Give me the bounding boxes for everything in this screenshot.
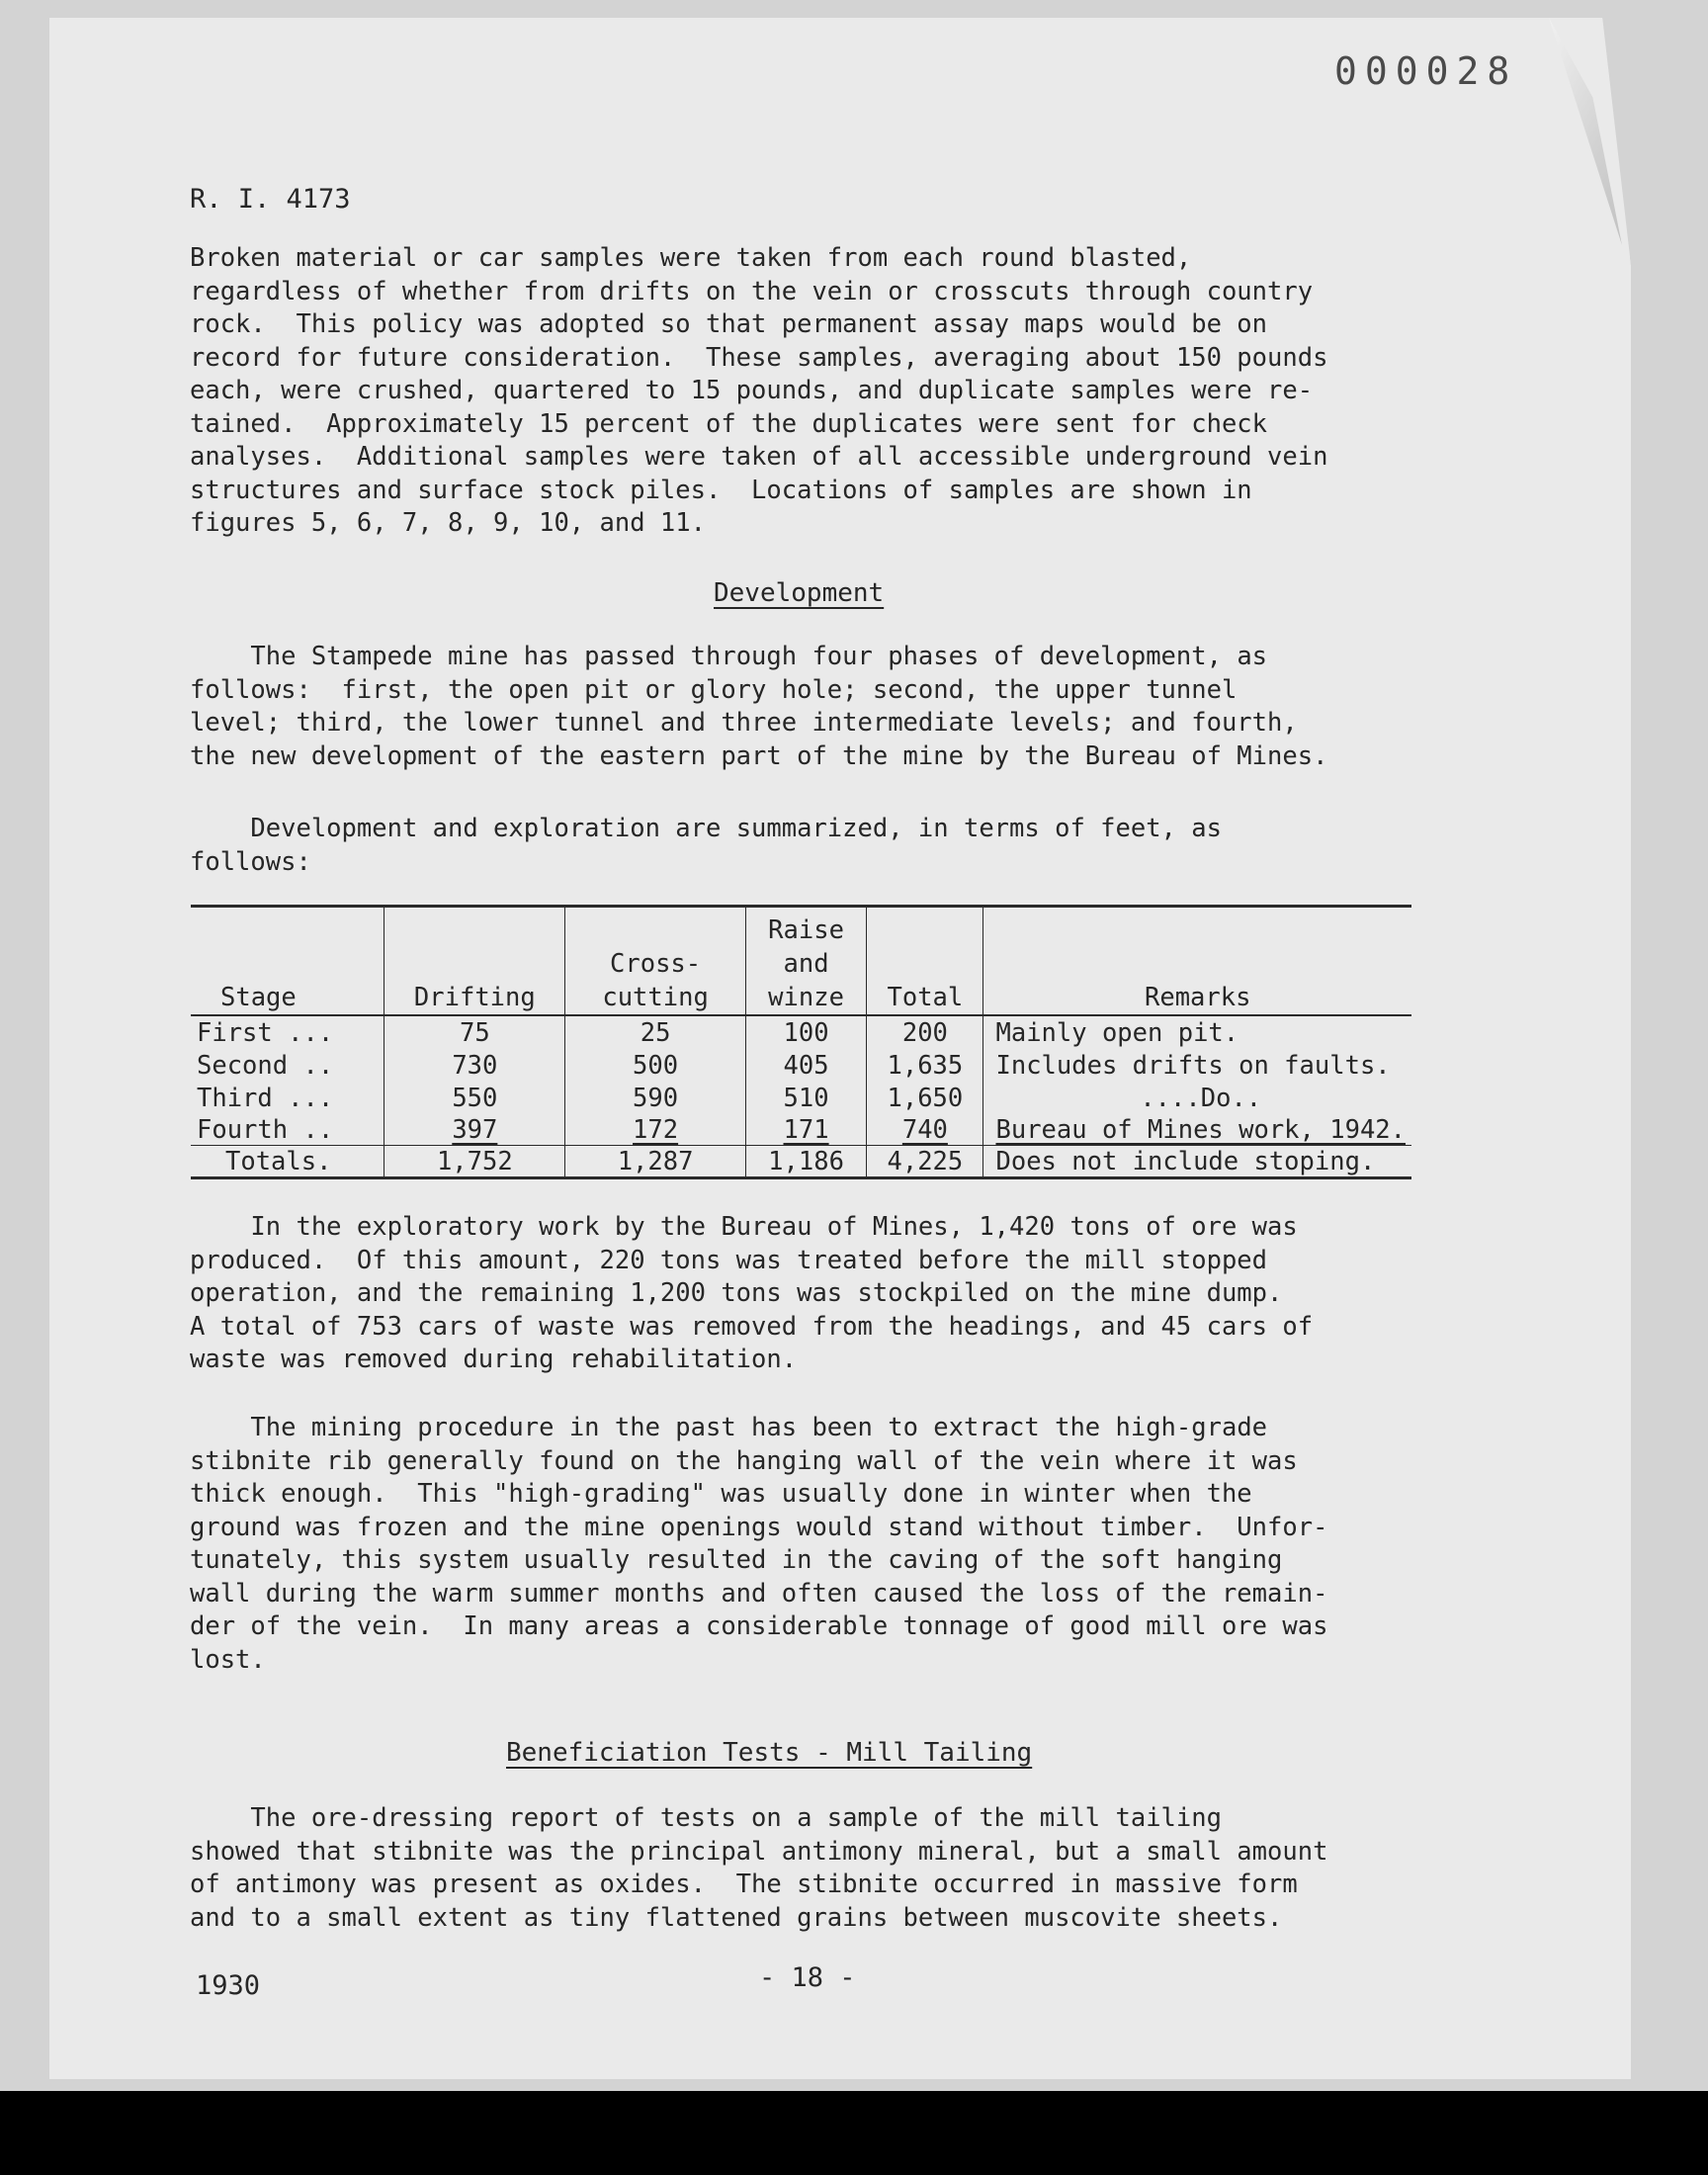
cell-drifting: 550 [384, 1081, 565, 1113]
development-heading: Development [714, 578, 885, 608]
cell-remarks: Mainly open pit. [983, 1015, 1411, 1048]
intro-paragraph: Broken material or car samples were taken from each round blasted, regardless of whether from drifts on the vein or crosscuts through country rock. This policy was adopted so that permanent assay maps would be on record for future consideration. These samples, averaging about 150 pounds each, were crushed, quartered to 15 pounds, and duplicate samples were re- tained. Approximately 15 percent of the duplicates were sent for check analyses. Additional samples were taken of all accessible underground vein structures and surface stock piles. Locations of samples are shown in figures 5, 6, 7, 8, 9, 10, and 11. [190, 243, 1328, 538]
header-total: Total [867, 907, 983, 1015]
table-row [191, 1015, 1411, 1048]
page-number: - 18 - [759, 1962, 856, 1993]
exploration-paragraph: In the exploratory work by the Bureau of Mines, 1,420 tons of ore was produced. Of this amount, 220 tons was treated before the mill stopped operation, and the remaining 1,200 tons was stockpiled on the mine dump. A total of 753 cars of waste was removed from the headings, and 45 cars of waste was removed during rehabilitation. [190, 1212, 1314, 1374]
cell-total: 1,650 [867, 1081, 983, 1113]
cell-drifting: 397 [384, 1113, 565, 1146]
header-raise-line-2: and [783, 948, 829, 979]
cell-remarks: Bureau of Mines work, 1942. [983, 1113, 1411, 1146]
cell-drifting: 75 [384, 1015, 565, 1048]
cell-total: 740 [867, 1113, 983, 1146]
cell-crosscutting: 25 [565, 1015, 745, 1048]
cell-stage: Fourth .. [197, 1115, 334, 1145]
header-crosscutting [565, 907, 745, 1015]
cell-remarks: Includes drifts on faults. [983, 1048, 1411, 1081]
beneficiation-paragraph: The ore-dressing report of tests on a sample of the mill tailing showed that stibnite was the principal antimony mineral, but a small amount of antimony was present as oxides. The stibnite occurred in massive form and to a small extent as tiny flattened grains between muscovite sheets. [190, 1803, 1328, 1933]
scan-bottom-strip [0, 2091, 1708, 2175]
cell-raise: 510 [745, 1081, 866, 1113]
header-stage: Stage [220, 982, 297, 1012]
cell-total: 1,635 [867, 1048, 983, 1081]
table-row [191, 1113, 1411, 1146]
table-body [191, 1015, 1411, 1178]
cell-total-remarks: Does not include stoping. [983, 1146, 1411, 1178]
cell-crosscutting: 590 [565, 1081, 745, 1113]
header-drifting: Drifting [384, 907, 565, 1015]
report-id: R. I. 4173 [190, 184, 351, 215]
cell-drifting: 730 [384, 1048, 565, 1081]
footer-year: 1930 [196, 1970, 261, 2001]
cell-total: 200 [867, 1015, 983, 1048]
cell-stage: First ... [197, 1017, 334, 1048]
development-paragraph-1: The Stampede mine has passed through four phases of development, as follows: first, the open pit or glory hole; second, the upper tunnel level; third, the lower tunnel and three intermediate levels; and fourth, the new development of the eastern part of the mine by the Bureau of Mines. [190, 642, 1328, 771]
cell-totals-label: Totals. [225, 1147, 332, 1176]
cell-raise: 100 [745, 1015, 866, 1048]
cell-stage: Second .. [197, 1050, 334, 1081]
header-raise-line-1: Raise [768, 914, 844, 945]
cell-raise: 171 [745, 1113, 866, 1146]
development-table [191, 905, 1411, 1179]
header-raise-winze [745, 907, 866, 1015]
document-number: 000028 [1334, 49, 1518, 93]
table-row [191, 1048, 1411, 1081]
table-row [191, 1081, 1411, 1113]
cell-total-drifting: 1,752 [384, 1146, 565, 1178]
mining-procedure-paragraph: The mining procedure in the past has been to extract the high-grade stibnite rib generally found on the hanging wall of the vein where it was thick enough. This "high-grading" was usually done in winter when the ground was frozen and the mine openings would stand without timber. Unfor- tunately, this system usually resulted in the caving of the soft hanging wall during the warm summer months and often caused the loss of the remain- der of the vein. In many areas a considerable tonnage of good mill ore was lost. [190, 1413, 1328, 1675]
cell-raise: 405 [745, 1048, 866, 1081]
header-remarks: Remarks [983, 907, 1411, 1015]
table-totals-row [191, 1146, 1411, 1178]
development-paragraph-2: Development and exploration are summarized, in terms of feet, as follows: [190, 814, 1222, 877]
cell-crosscutting: 500 [565, 1048, 745, 1081]
cell-total-raise: 1,186 [745, 1146, 866, 1178]
cell-stage: Third ... [197, 1083, 334, 1113]
table-header [191, 907, 1411, 1015]
header-crosscutting-line-1: Cross- [610, 948, 702, 979]
cell-remarks: ....Do.. [983, 1081, 1411, 1113]
cell-total-crosscutting: 1,287 [565, 1146, 745, 1178]
cell-crosscutting: 172 [565, 1113, 745, 1146]
header-raise-line-3: winze [768, 982, 844, 1012]
header-crosscutting-line-2: cutting [602, 982, 709, 1012]
cell-grand-total: 4,225 [867, 1146, 983, 1178]
beneficiation-heading: Beneficiation Tests - Mill Tailing [506, 1738, 1033, 1768]
